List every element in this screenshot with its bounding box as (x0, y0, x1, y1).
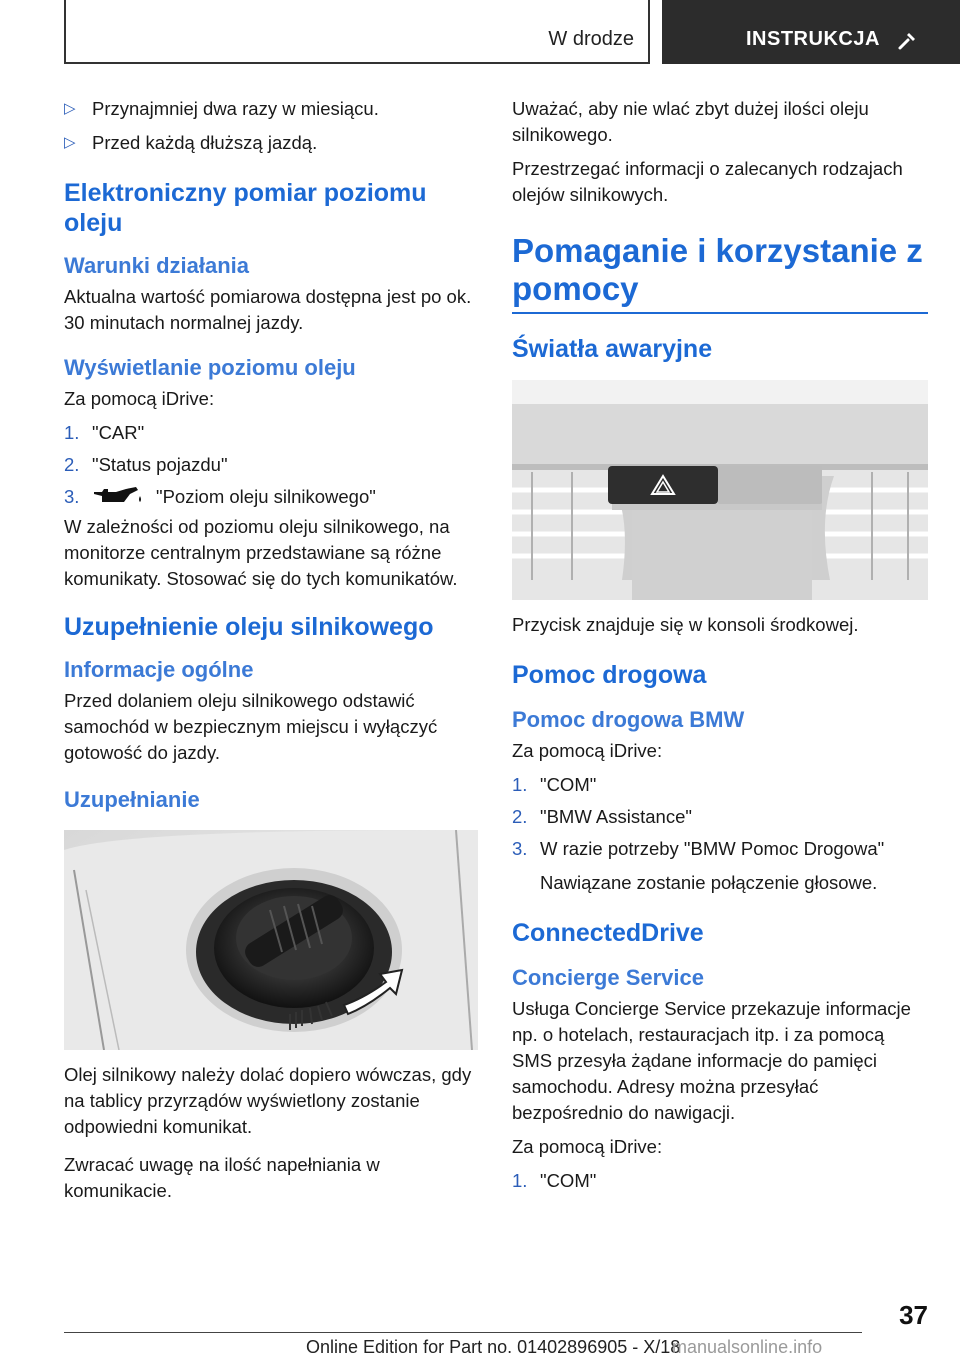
wrench-icon (896, 30, 918, 52)
paragraph-hazard: Przycisk znajduje się w konsoli środkowej. (512, 614, 859, 635)
step-item: 1. "CAR" (64, 422, 145, 443)
heading-electronic-oil: Elektroniczny pomiar poziomu oleju (64, 179, 427, 237)
heading-refill: Uzupełnienie oleju silnikowego (64, 613, 434, 641)
paragraph-overfill: Uważać, aby nie wlać zbyt dużej ilości oleju silnikowego. (512, 98, 869, 145)
heading-display: Wyświetlanie poziomu oleju (64, 355, 356, 380)
footer-edition: Online Edition for Part no. 01402896905 - X/18 (306, 1337, 681, 1357)
step-item: 1. "COM" (512, 1170, 597, 1191)
step-item: 1. "COM" (512, 774, 597, 795)
heading-connected: ConnectedDrive (512, 919, 704, 947)
heading-help: Pomaganie i korzystanie z pomocy (512, 232, 923, 307)
step-item: 2. "BMW Assistance" (512, 806, 692, 827)
oil-filler-cap-image (64, 830, 478, 1050)
heading-general: Informacje ogólne (64, 657, 254, 682)
step-item: 2. "Status pojazdu" (64, 454, 228, 475)
paragraph-messages: W zależności od poziomu oleju silnikowego, na monitorze centralnym przedstawiane są różne komunikaty. Stosować się do tych komunikatów. (64, 516, 458, 589)
oil-can-icon (92, 486, 146, 506)
paragraph-oil-types: Przestrzegać informacji o zalecanych rodzajach olejów silnikowych. (512, 158, 903, 205)
triangle-bullet-icon: ▷ (64, 100, 76, 117)
list-item: ▷ Przynajmniej dwa razy w miesiącu. (64, 96, 478, 122)
chapter-tab[interactable] (662, 0, 960, 64)
right-column (512, 96, 928, 1194)
heading-concierge: Concierge Service (512, 965, 704, 990)
paragraph-road-note: Nawiązane zostanie połączenie głosowe. (540, 872, 878, 893)
triangle-bullet-icon: ▷ (64, 134, 76, 151)
paragraph-general: Przed dolaniem oleju silnikowego odstawić samochód w bezpiecznym miejscu i wyłączyć gotowość do jazdy. (64, 690, 438, 763)
heading-help-block (512, 232, 928, 314)
header-section-box (64, 0, 650, 64)
paragraph-idrive: Za pomocą iDrive: (64, 388, 215, 409)
hazard-button-image (512, 380, 928, 600)
left-column (64, 96, 478, 1204)
heading-hazard: Światła awaryjne (512, 335, 713, 363)
heading-road-bmw: Pomoc drogowa BMW (512, 707, 745, 732)
paragraph-conditions: Aktualna wartość pomiarowa dostępna jest po ok. 30 minutach normalnej jazdy. (64, 286, 472, 333)
chapter-title: INSTRUKCJA (746, 28, 880, 50)
footer-rule (64, 1332, 862, 1333)
paragraph-concierge: Usługa Concierge Service przekazuje informacje np. o hotelach, restauracjach itp. i za pomocą SMS przesyła żądane informacje do pamięci samochodu. Adresy można przesyłać bezpośrednio do nawigacji. (512, 998, 911, 1123)
section-title: W drodze (548, 28, 634, 50)
step-item: 3. W razie potrzeby "BMW Pomoc Drogowa" (512, 838, 885, 859)
paragraph-fill-1: Olej silnikowy należy dolać dopiero wówczas, gdy na tablicy przyrządów wyświetlony zostanie odpowiedni komunikat. (64, 1064, 472, 1137)
step-item: 3. "Poziom oleju silnikowego" (64, 486, 376, 507)
paragraph-idrive-concierge: Za pomocą iDrive: (512, 1136, 663, 1157)
heading-road: Pomoc drogowa (512, 661, 707, 689)
list-item: ▷ Przed każdą dłuższą jazdą. (64, 130, 478, 156)
footer-watermark: manualsonline.info (672, 1337, 823, 1357)
page-number: 37 (899, 1300, 928, 1330)
heading-conditions: Warunki działania (64, 253, 250, 278)
heading-filling: Uzupełnianie (64, 787, 200, 812)
paragraph-idrive-road: Za pomocą iDrive: (512, 740, 663, 761)
paragraph-fill-2: Zwracać uwagę na ilość napełniania w komunikacie. (64, 1154, 380, 1201)
